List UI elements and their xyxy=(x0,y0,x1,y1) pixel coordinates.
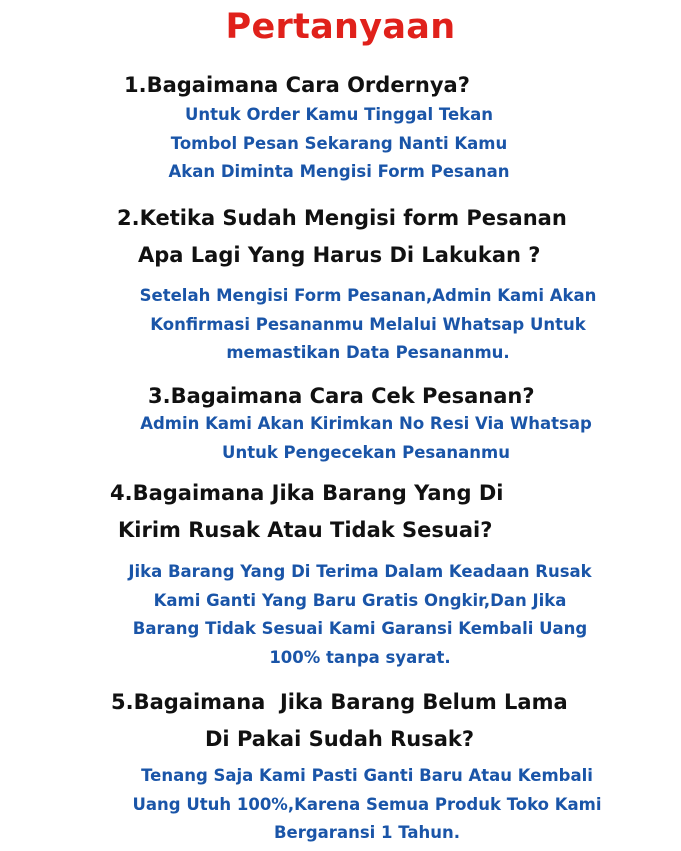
faq-answer-line: Untuk Order Kamu Tinggal Tekan xyxy=(184,105,494,124)
faq-question-line: Kirim Rusak Atau Tidak Sesuai? xyxy=(118,518,493,542)
faq-question-2 xyxy=(117,200,567,274)
faq-answer-line: Jika Barang Yang Di Terima Dalam Keadaan Rusak xyxy=(128,562,592,581)
faq-answer-2 xyxy=(111,282,625,368)
faq-answer-line: 100% tanpa syarat. xyxy=(269,647,451,667)
faq-question-4 xyxy=(110,475,503,549)
faq-question-line: 1.Bagaimana Cara Ordernya? xyxy=(124,73,470,97)
faq-question-line: Di Pakai Sudah Rusak? xyxy=(205,727,475,751)
faq-answer-line: Setelah Mengisi Form Pesanan,Admin Kami Akan xyxy=(139,286,597,305)
faq-answer-line: memastikan Data Pesananmu. xyxy=(226,343,510,362)
faq-answer-line: Barang Tidak Sesuai Kami Garansi Kembali Uang xyxy=(132,619,588,638)
faq-answer-line: Uang Utuh 100%,Karena Semua Produk Toko Kami xyxy=(132,794,602,814)
faq-answer-3 xyxy=(113,410,619,467)
faq-question-1 xyxy=(124,67,470,104)
faq-question-line: Apa Lagi Yang Harus Di Lakukan ? xyxy=(138,243,541,267)
faq-answer-5 xyxy=(110,762,624,848)
faq-answer-line: Konfirmasi Pesananmu Melalui Whatsap Untuk xyxy=(150,314,586,334)
faq-question-5 xyxy=(111,684,568,758)
faq-question-line: 3.Bagaimana Cara Cek Pesanan? xyxy=(148,384,535,408)
faq-question-line: 4.Bagaimana Jika Barang Yang Di xyxy=(110,481,504,505)
faq-question-line: 5.Bagaimana Jika Barang Belum Lama xyxy=(111,690,568,714)
page-title: Pertanyaan xyxy=(225,7,456,47)
faq-answer-line: Untuk Pengecekan Pesananmu xyxy=(222,442,510,462)
faq-answer-line: Tombol Pesan Sekarang Nanti Kamu xyxy=(170,133,508,153)
faq-answer-line: Tenang Saja Kami Pasti Ganti Baru Atau Kembali xyxy=(141,766,593,785)
faq-answer-4 xyxy=(100,558,620,672)
faq-answer-line: Akan Diminta Mengisi Form Pesanan xyxy=(168,162,510,181)
faq-answer-line: Bergaransi 1 Tahun. xyxy=(273,823,461,842)
faq-answer-line: Kami Ganti Yang Baru Gratis Ongkir,Dan Jika xyxy=(153,590,567,610)
faq-answer-1 xyxy=(144,101,534,187)
faq-answer-line: Admin Kami Akan Kirimkan No Resi Via Whatsap xyxy=(140,414,592,433)
faq-question-line: 2.Ketika Sudah Mengisi form Pesanan xyxy=(117,206,567,230)
